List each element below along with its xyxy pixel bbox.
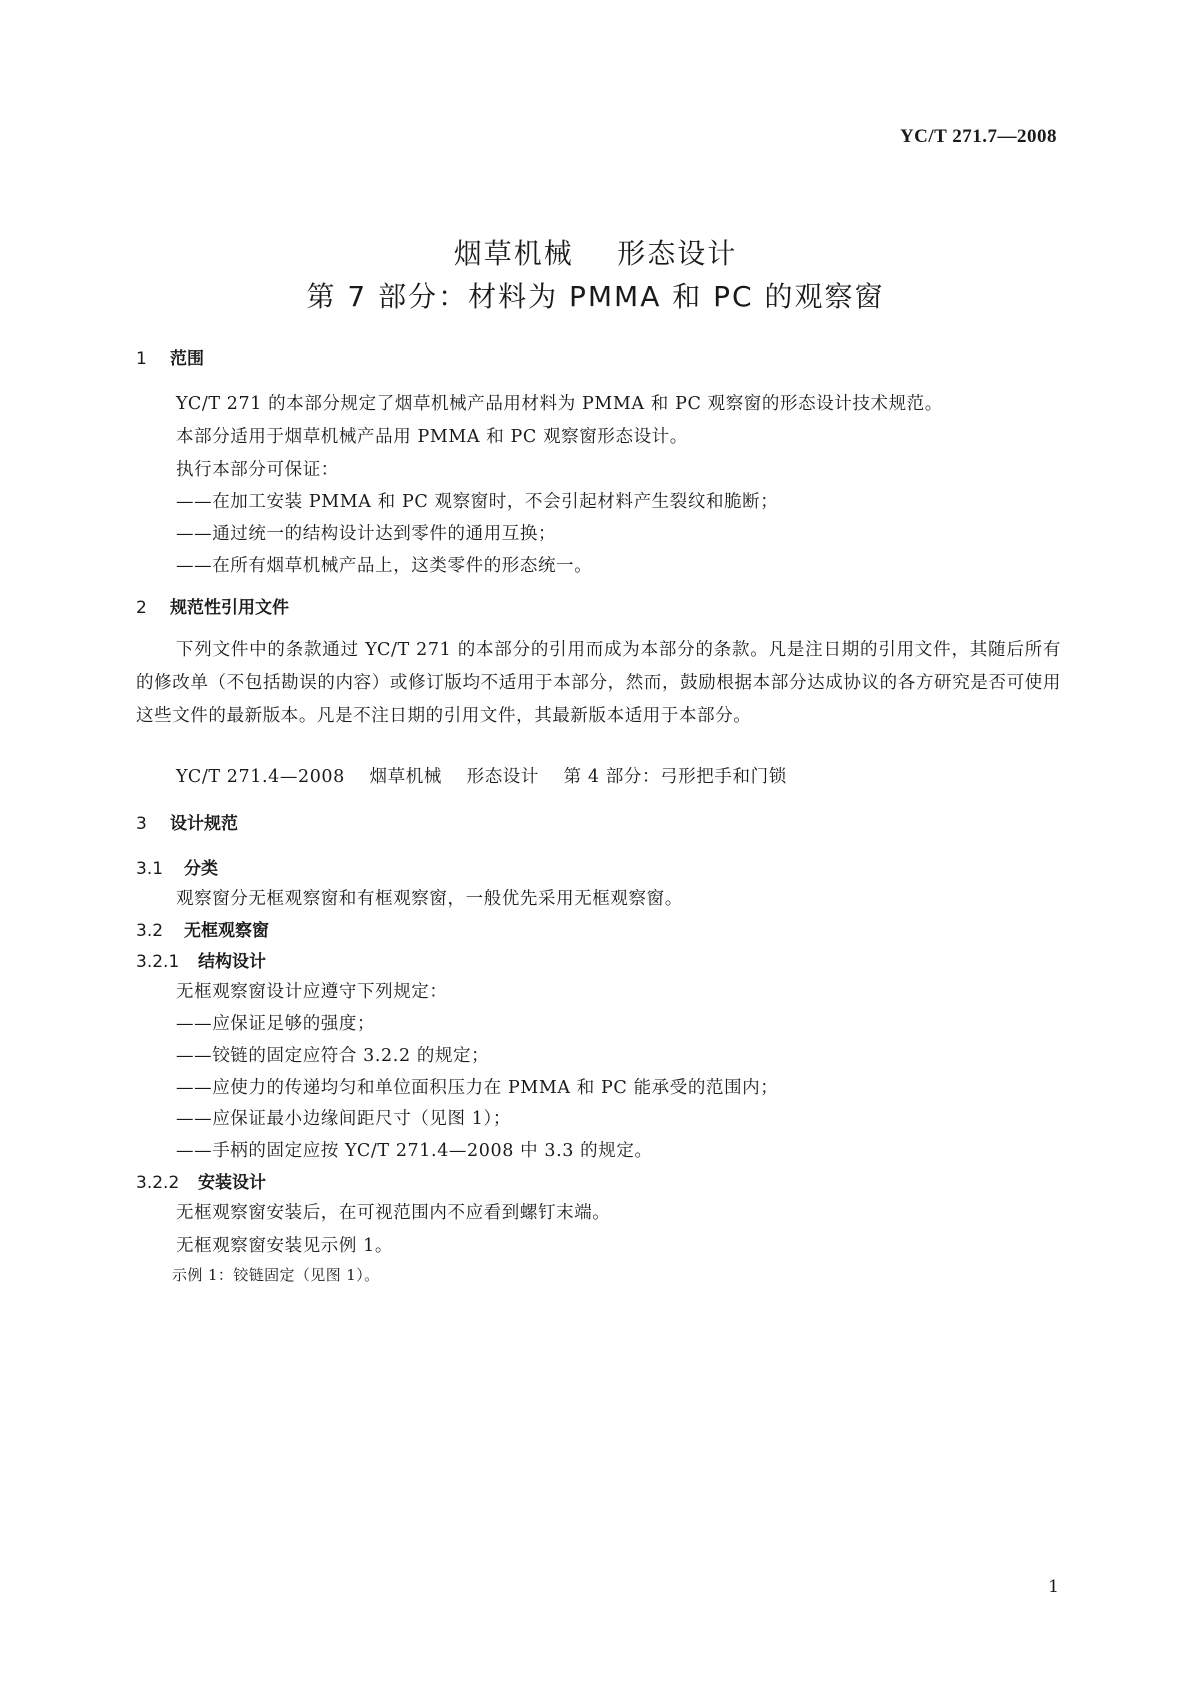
paragraph: 无框观察窗安装后，在可视范围内不应看到螺钉末端。: [176, 1203, 611, 1223]
reference-entry: YC/T 271.4—2008 烟草机械 形态设计 第 4 部分：弓形把手和门锁: [176, 767, 787, 787]
section-title: 结构设计: [198, 952, 266, 972]
paragraph: 无框观察窗安装见示例 1。: [176, 1236, 393, 1256]
section-number: 3.1: [136, 859, 164, 879]
paragraph: YC/T 271 的本部分规定了烟草机械产品用材料为 PMMA 和 PC 观察窗的形态设计技术规范。: [176, 394, 943, 414]
section-1-heading: [136, 344, 204, 369]
document-code: YC/T 271.7—2008: [899, 126, 1057, 147]
list-item: ——在所有烟草机械产品上，这类零件的形态统一。: [176, 556, 593, 576]
section-title: 设计规范: [170, 814, 238, 834]
section-3-2-heading: [136, 916, 269, 941]
section-3-1-heading: [136, 854, 218, 879]
list-item: ——应保证最小边缘间距尺寸（见图 1）；: [176, 1109, 511, 1129]
section-number: 3.2: [136, 921, 164, 941]
paragraph: 下列文件中的条款通过 YC/T 271 的本部分的引用而成为本部分的条款。凡是注日期的引用文件，其随后所有的修改单（不包括勘误的内容）或修订版均不适用于本部分，然而，鼓励根据本部分达成协议的各方研究是否可使用这些文件的最新版本。凡是不注日期的引用文件，其最新版本适用于本部分。: [136, 640, 1061, 726]
section-title: 安装设计: [198, 1173, 266, 1193]
section-number: 1: [136, 349, 147, 369]
list-item: ——应使力的传递均匀和单位面积压力在 PMMA 和 PC 能承受的范围内；: [176, 1078, 779, 1098]
paragraph: 无框观察窗设计应遵守下列规定：: [176, 982, 448, 1002]
section-number: 2: [136, 598, 147, 618]
section-title: 范围: [170, 349, 204, 369]
paragraph: 本部分适用于烟草机械产品用 PMMA 和 PC 观察窗形态设计。: [176, 427, 688, 447]
section-3-2-2-heading: [136, 1168, 266, 1193]
list-item: ——应保证足够的强度；: [176, 1014, 376, 1034]
example-note: 示例 1：铰链固定（见图 1）。: [172, 1266, 380, 1284]
section-title: 无框观察窗: [184, 921, 269, 941]
list-item: ——通过统一的结构设计达到零件的通用互换；: [176, 524, 557, 544]
section-number: 3: [136, 814, 147, 834]
page-number: 1: [1048, 1577, 1059, 1597]
list-item: ——在加工安装 PMMA 和 PC 观察窗时，不会引起材料产生裂纹和脆断；: [176, 492, 779, 512]
section-title: 规范性引用文件: [170, 598, 289, 618]
paragraph: 观察窗分无框观察窗和有框观察窗，一般优先采用无框观察窗。: [176, 889, 683, 909]
section-title: 分类: [184, 859, 218, 879]
paragraph: 执行本部分可保证：: [176, 460, 339, 480]
section-3-heading: [136, 809, 238, 834]
title-line-1: 烟草机械 形态设计: [453, 237, 738, 270]
list-item: ——铰链的固定应符合 3.2.2 的规定；: [176, 1046, 490, 1066]
title-line-2: 第 7 部分：材料为 PMMA 和 PC 的观察窗: [306, 280, 885, 313]
section-number: 3.2.2: [136, 1173, 180, 1193]
section-3-2-1-heading: [136, 947, 266, 972]
section-2-heading: [136, 593, 289, 618]
list-item: ——手柄的固定应按 YC/T 271.4—2008 中 3.3 的规定。: [176, 1141, 653, 1161]
section-number: 3.2.1: [136, 952, 180, 972]
